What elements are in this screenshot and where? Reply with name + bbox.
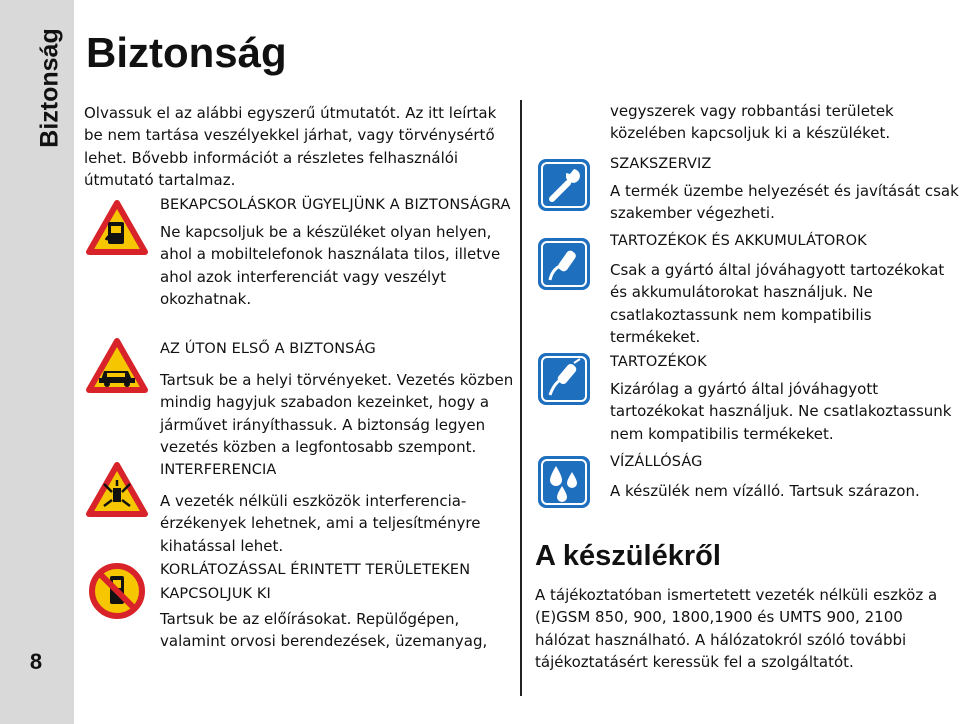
- entry-accessories-batteries: [610, 229, 960, 349]
- interference-warning-icon: [86, 462, 148, 522]
- entry-body: A termék üzembe helyezését és javítását csak szakember végezheti.: [610, 182, 959, 223]
- entry-heading: KORLÁTOZÁSSAL ÉRINTETT TERÜLETEKEN KAPCSOLJUK KI: [160, 562, 471, 602]
- road-safety-car-icon: [86, 338, 148, 398]
- sidebar-section-label: Biztonság: [35, 28, 64, 148]
- entry-heading: TARTOZÉKOK ÉS AKKUMULÁTOROK: [610, 233, 867, 249]
- entry-body: Kizárólag a gyártó által jóváhagyott tartozékokat használjuk. Ne csatlakoztassunk nem kompatibilis termékeket.: [610, 380, 952, 443]
- entry-switch-on: [160, 193, 520, 311]
- entry-heading: SZAKSZERVIZ: [610, 156, 712, 172]
- device-section-body: A tájékoztatóban ismertetett vezeték nélküli eszköz a (E)GSM 850, 900, 1800,1900 és UMTS 900, 2100 hálózat használható. A hálózatokról szóló további tájékoztatásért keressük fel a szolgáltatót.: [535, 586, 938, 672]
- entry-body: A vezeték nélküli eszközök interferencia-érzékenyek lehetnek, ami a teljesítményre kihatással lehet.: [160, 492, 481, 555]
- entry-service: [610, 152, 960, 225]
- battery-accessory-icon: [536, 236, 592, 296]
- entry-interference: [160, 458, 520, 557]
- entry-heading: INTERFERENCIA: [160, 462, 277, 478]
- entry-body: Csak a gyártó által jóváhagyott tartozékokat és akkumulátorokat használjuk. Ne csatlakoztassunk nem kompatibilis termékeket.: [610, 261, 945, 347]
- entry-heading: TARTOZÉKOK: [610, 354, 707, 370]
- entry-body: Tartsuk be a helyi törvényeket. Vezetés közben mindig hagyjuk szabadon kezeinket, hogy a járművet irányíthassuk. A biztonság legyen vezetés közben a legfontosabb szempont.: [160, 371, 514, 457]
- continuation-text: vegyszerek vagy robbantási területek közelében kapcsoljuk ki a készüléket.: [610, 102, 894, 143]
- page-title: Biztonság: [86, 29, 287, 76]
- entry-body: A készülék nem vízálló. Tartsuk szárazon.: [610, 482, 920, 500]
- accessory-plug-icon: [536, 351, 592, 411]
- sidebar: [0, 0, 74, 724]
- entry-water-resistance: [610, 450, 960, 502]
- entry-heading: AZ ÚTON ELSŐ A BIZTONSÁG: [160, 341, 376, 357]
- restricted-area-phone-off-icon: [88, 562, 146, 624]
- entry-heading: VÍZÁLLÓSÁG: [610, 454, 703, 470]
- device-section-title: A készülékről: [535, 540, 721, 572]
- entry-body: Tartsuk be az előírásokat. Repülőgépen, valamint orvosi berendezések, üzemanyag,: [160, 610, 488, 651]
- intro-text: Olvassuk el az alábbi egyszerű útmutatót. Az itt leírtak be nem tartása veszélyekkel járhat, vagy törvénysértő lehet. Bővebb információt a részletes felhasználói útmutató tartalmaz.: [84, 104, 497, 190]
- entry-heading: BEKAPCSOLÁSKOR ÜGYELJÜNK A BIZTONSÁGRA: [160, 197, 511, 213]
- switch-on-warning-icon: [86, 200, 148, 260]
- wrench-service-icon: [536, 157, 592, 217]
- entry-accessories: [610, 350, 960, 445]
- entry-restricted-areas: [160, 558, 520, 653]
- right-column: [610, 100, 960, 145]
- entry-body: Ne kapcsoljuk be a készüléket olyan helyen, ahol a mobiltelefonok használata tilos, illetve ahol azok interferenciát vagy veszélyt okozhatnak.: [160, 223, 501, 309]
- left-column: [84, 102, 516, 192]
- entry-road-safety: [160, 337, 520, 459]
- water-drops-icon: [536, 454, 592, 514]
- column-divider: [520, 100, 522, 696]
- page-number: 8: [29, 649, 43, 674]
